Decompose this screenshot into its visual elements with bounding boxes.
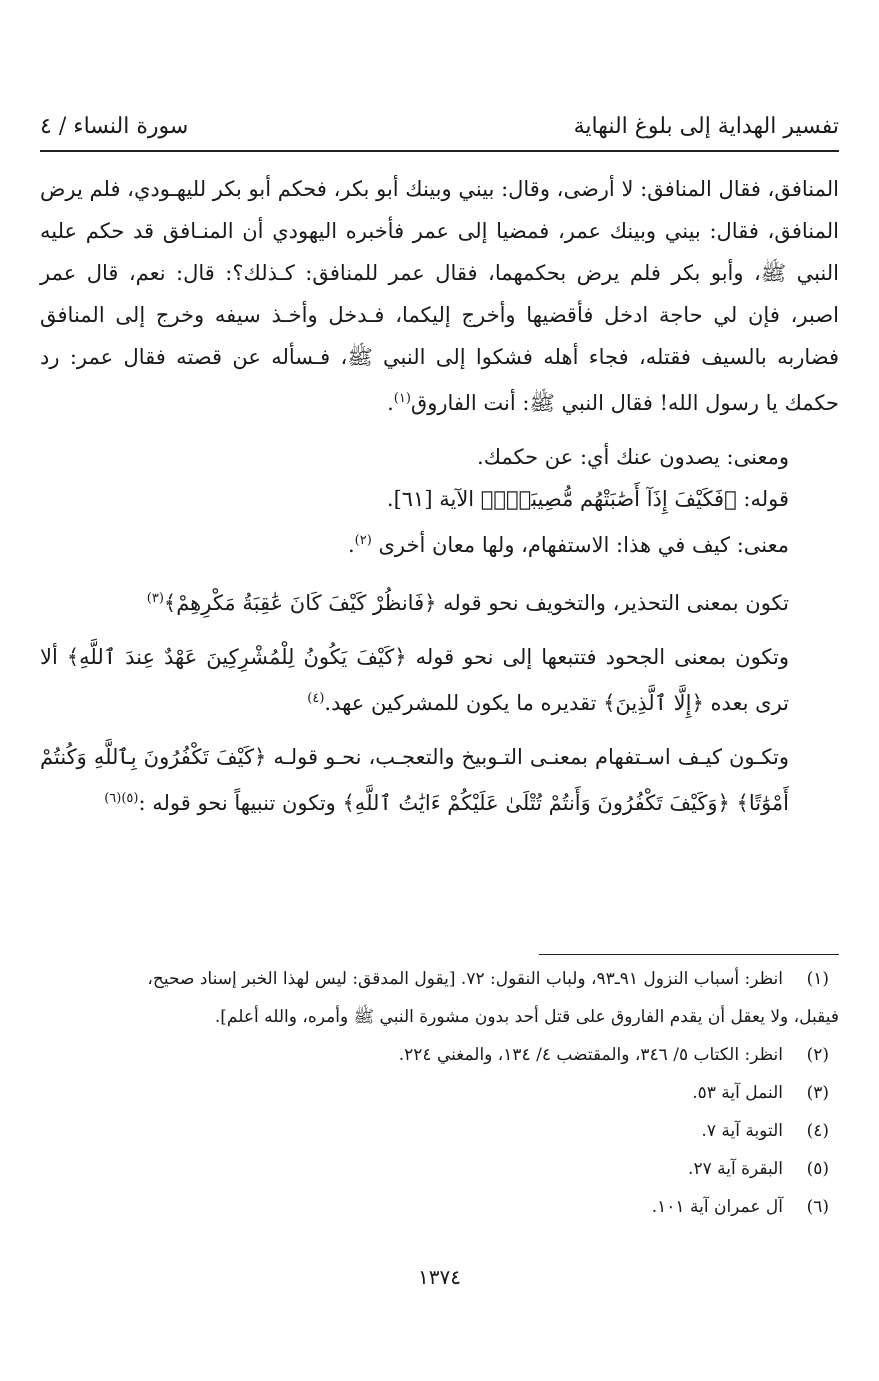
footnote-4: (٤) التوبة آية ٧.: [701, 1121, 829, 1141]
footnote-1: (١) انظر: أسباب النزول ٩١ـ٩٣، ولباب النقول: ٧٢. [يقول المدقق: ليس لهذا الخبر إسناد صحيح،: [147, 969, 829, 989]
running-header: [40, 108, 839, 144]
footnote-ref-6: (٦): [104, 791, 122, 806]
paragraph-7: وتكـون كيـف اسـتفهام بمعنـى التـوبيخ والتعجـب، نحـو قولـه ﴿كَيْفَ تَكْفُرُونَ بِٱللَّهِ وَكُنتُمْ أَمْوَٰتًا﴾ ﴿وَكَيْفَ تَكْفُرُونَ وَأَنتُمْ تُتْلَىٰ عَلَيْكُمْ ءَايَٰتُ ٱللَّهِ﴾ وتكون تنبيهاً نحو قوله :$^{(٥)(٦)}$: [40, 745, 789, 815]
footnote-ref-3: (٣): [146, 591, 164, 606]
paragraph-5: تكون بمعنى التحذير، والتخويف نحو قوله ﴿فَانظُرْ كَيْفَ كَانَ عَٰقِبَةُ مَكْرِهِمْ﴾$^{(٣)}$: [146, 591, 789, 615]
book-title: تفسير الهداية إلى بلوغ النهاية: [573, 113, 839, 139]
main-text: [40, 168, 839, 836]
paragraph-2: ومعنى: يصدون عنك أي: عن حكمك.: [477, 445, 789, 469]
footnote-ref-4: (٤): [307, 691, 325, 706]
footnote-2: (٢) انظر: الكتاب ٥/ ٣٤٦، والمقتضب ٤/ ١٣٤، والمغني ٢٢٤.: [398, 1045, 829, 1065]
paragraph-3: قوله: ﴿فَكَيْفَ إِذَآ أَصَٰبَتْهُم مُّصِيبَةٌۢ﴾ الآية [٦١].: [386, 487, 789, 511]
surah-title: سورة النساء / ٤: [40, 113, 189, 139]
footnote-5: (٥) البقرة آية ٢٧.: [688, 1159, 829, 1179]
footnote-ref-1: (١): [393, 391, 411, 406]
footnote-separator: [539, 954, 839, 955]
paragraph-1: المنافق، فقال المنافق: لا أرضى، وقال: بيني وبينك أبو بكر، فحكم أبو بكر لليهـودي، فلم يرض المنافق، فقال: بيني وبينك عمر، فمضيا إلى عمر فأخبره اليهودي أن المنـافق قد حكم عليه النبي ﷺ، وأبو بكر فلم يرض بحكمهما، فقال عمر للمنافق: كـذلك؟: قال: نعم، قال عمر اصبر، فإن لي حاجة ادخل فأقضيها وأخرج إليكما، فـدخل وأخـذ سيفه وخرج إلى المنافق فضاربه بالسيف فقتله، فجاء أهله فشكوا إلى النبي ﷺ، فـسأله عن قصته فقال عمر: رد حكمك يا رسول الله! فقال النبي ﷺ: أنت الفاروق$^{(١)}$.: [40, 177, 839, 415]
footnote-ref-2: (٢): [354, 533, 372, 548]
page-number: ١٣٧٤: [418, 1265, 461, 1289]
paragraph-6: وتكون بمعنى الجحود فتتبعها إلى نحو قوله ﴿كَيْفَ يَكُونُ لِلْمُشْرِكِينَ عَهْدٌ عِندَ ٱللَّهِ﴾ ألا ترى بعده ﴿إِلَّا ٱلَّذِينَ﴾ تقديره ما يكون للمشركين عهد.$^{(٤)}$: [40, 645, 789, 715]
footnote-1-cont: فيقبل، ولا يعقل أن يقدم الفاروق على قتل أحد بدون مشورة النبي ﷺ وأمره، والله أعلم].: [214, 1007, 839, 1027]
footnotes: [40, 960, 839, 1226]
footnote-3: (٣) النمل آية ٥٣.: [692, 1083, 829, 1103]
footnote-ref-5: (٥): [121, 791, 139, 806]
footnote-6: (٦) آل عمران آية ١٠١.: [651, 1197, 829, 1217]
paragraph-4: معنى: كيف في هذا: الاستفهام، ولها معان أخرى $^{(٢)}$.: [347, 533, 789, 557]
header-rule: [40, 150, 839, 152]
